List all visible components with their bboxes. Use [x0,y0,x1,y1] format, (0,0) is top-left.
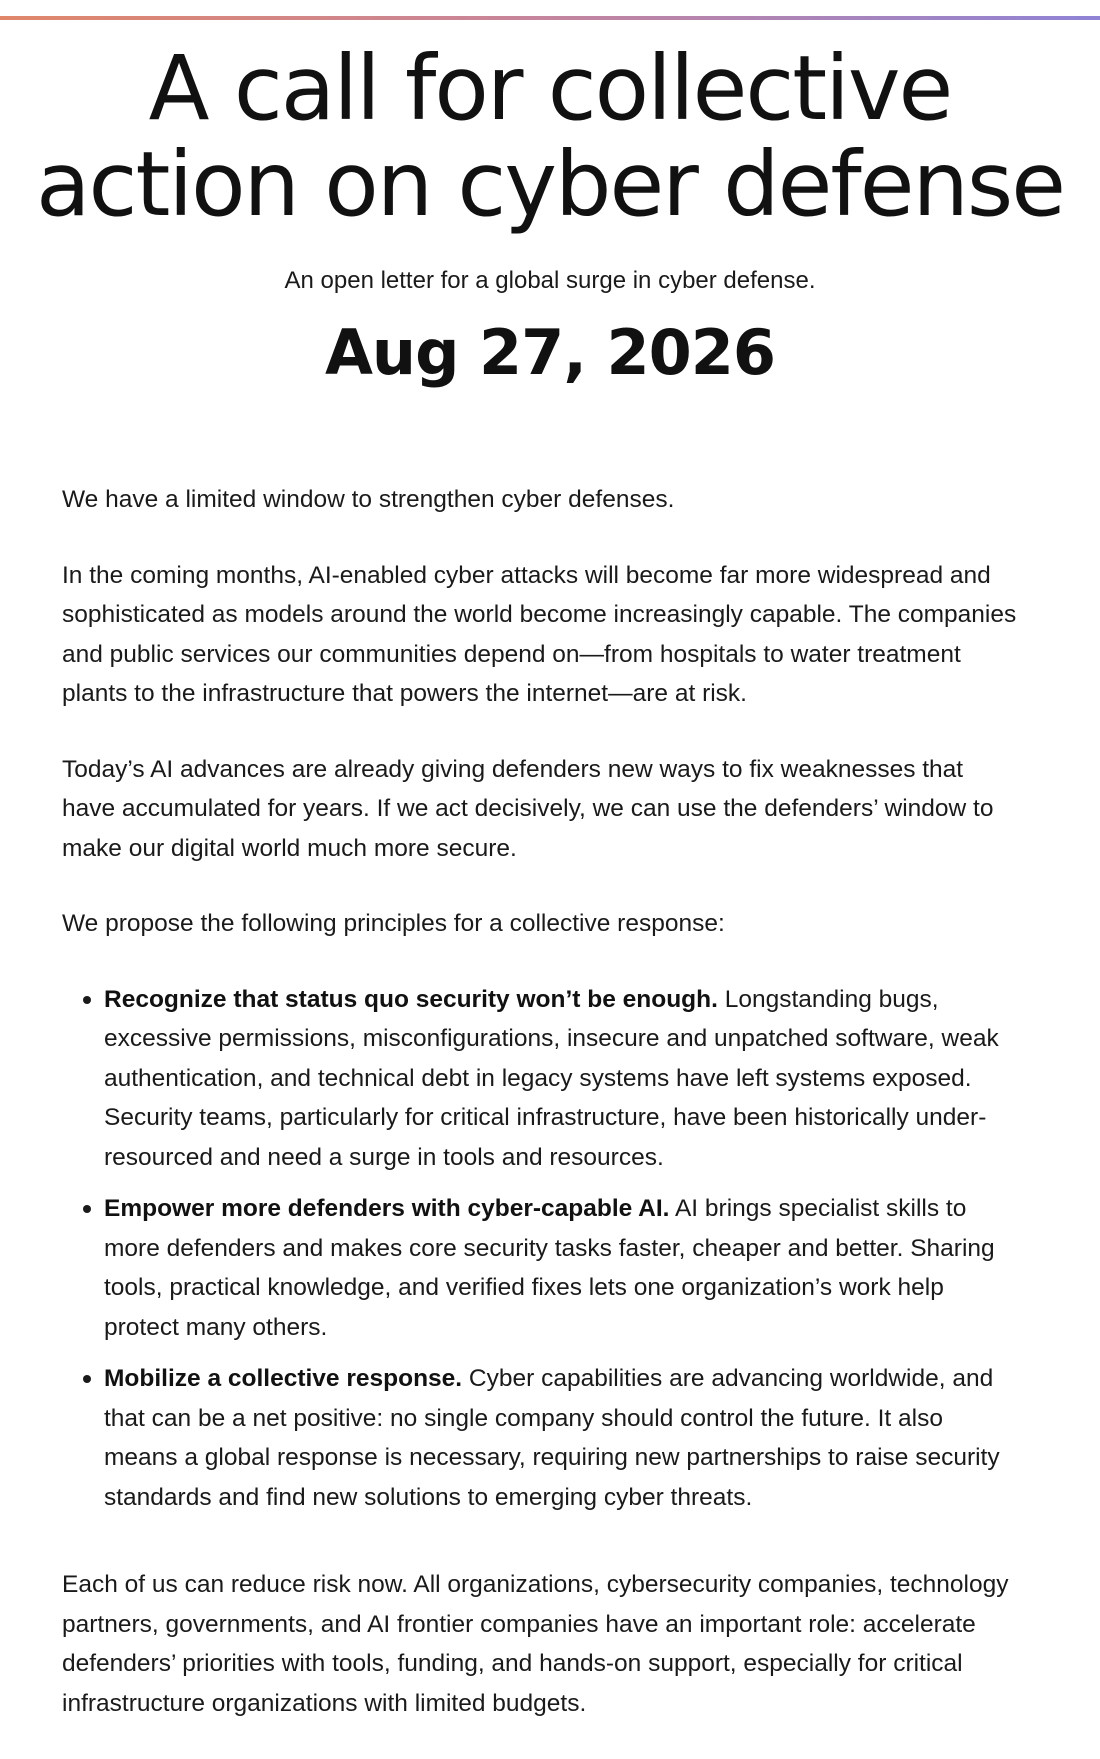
top-accent-bar [0,16,1100,20]
principle-heading: Empower more defenders with cyber-capable AI. [104,1195,670,1222]
list-item [62,1359,1022,1517]
principle-text: AI brings specialist skills to more defenders and makes core security tasks faster, cheaper and better. Sharing tools, practical knowledge, and verified fixes lets one organization’s work help protect many others. [104,1195,995,1341]
bullet-icon [83,1205,91,1213]
bullet-icon [83,996,91,1004]
principle-heading: Mobilize a collective response. [104,1365,463,1392]
letter-body [62,480,1022,1759]
principles-list [62,980,1022,1518]
publication-date: Aug 27, 2026 [324,316,776,389]
page-title-line-2: action on cyber defense [36,132,1064,236]
intro-paragraph: We have a limited window to strengthen cyber defenses. [62,486,675,513]
principle-text: Longstanding bugs, excessive permissions, misconfigurations, insecure and unpatched software, weak authentication, and technical debt in legacy systems have left systems exposed. Security teams, particularly for critical infrastructure, have been historically under-resourced and need a surge in tools and resources. [104,985,999,1171]
list-item [62,980,1022,1178]
page-title [0,36,1100,236]
letter-header [0,36,1100,391]
opportunity-paragraph: Today’s AI advances are already giving defenders new ways to fix weaknesses that have accumulated for years. If we act decisively, we can use the defenders’ window to make our digital world much more secure. [62,755,994,862]
principle-heading: Recognize that status quo security won’t be enough. [104,985,718,1013]
page-title-line-1: A call for collective [148,36,952,140]
closing-paragraph: Each of us can reduce risk now. All organizations, cybersecurity companies, technology partners, governments, and AI frontier companies have an important role: accelerate defenders’ priorities with tools, funding, and hands-on support, especially for critical infrastructure organizations with limited budgets. [62,1571,1009,1717]
principle-text: Cyber capabilities are advancing worldwide, and that can be a net positive: no single company should control the future. It also means a global response is necessary, requiring new partnerships to raise security standards and find new solutions to emerging cyber threats. [104,1365,1000,1511]
list-item [62,1189,1022,1347]
page-subtitle: An open letter for a global surge in cyber defense. [284,267,816,294]
bullet-icon [83,1375,91,1383]
principles-intro: We propose the following principles for a collective response: [62,910,725,937]
threat-paragraph: In the coming months, AI-enabled cyber attacks will become far more widespread and sophisticated as models around the world become increasingly capable. The companies and public services our communities depend on—from hospitals to water treatment plants to the infrastructure that powers the internet—are at risk. [62,561,1017,707]
